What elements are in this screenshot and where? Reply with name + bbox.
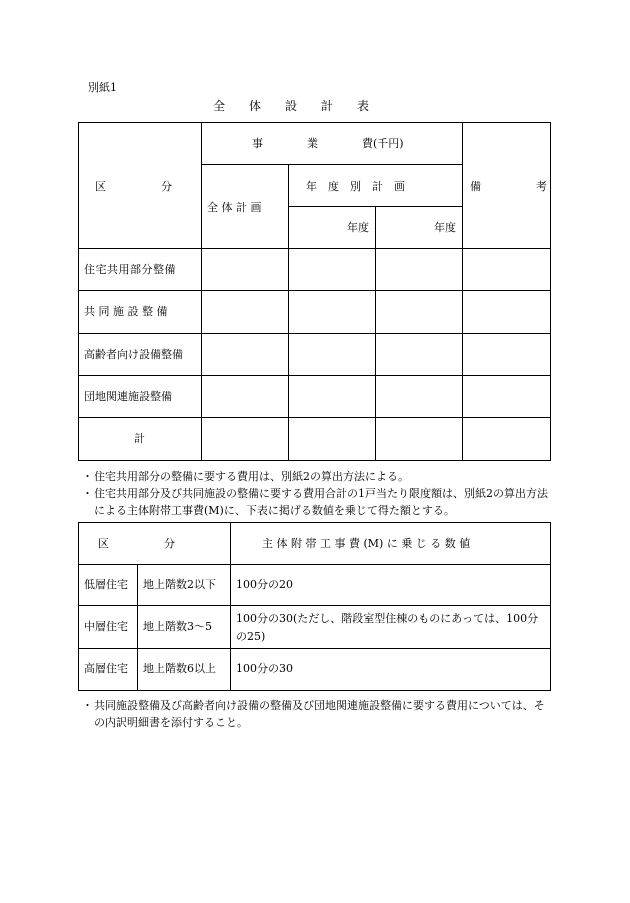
page-title: 全 体 設 計 表 [213, 99, 370, 113]
multiplier-value: 100分の30(ただし、階段室型住棟のものにあっては、100分の25) [236, 612, 539, 643]
zentai-keikaku-header: 全 体 計 画 [207, 201, 262, 214]
nendo-betsu-header: 年 度 別 計 画 [306, 180, 405, 193]
rule [78, 564, 550, 565]
rule [78, 605, 550, 606]
multiplier-value: 100分の20 [236, 578, 293, 591]
biko-header: 備 考 [470, 180, 547, 193]
rule [78, 648, 550, 649]
row-label: 団地関連施設整備 [84, 390, 172, 403]
value-header: 主 体 附 帯 工 事 費 (M) に 乗 じ る 数 値 [262, 537, 471, 550]
rule [78, 522, 550, 523]
row-label-total: 計 [134, 432, 145, 445]
floor-count: 地上階数2以下 [143, 578, 216, 591]
rule [230, 522, 231, 691]
building-type: 低層住宅 [84, 578, 128, 591]
attachment-label: 別紙1 [88, 81, 117, 94]
row-label: 住宅共用部分整備 [84, 263, 176, 276]
nendo-label-a: 年度 [347, 221, 369, 234]
note-item [82, 697, 552, 731]
row-label: 高齢者向け設備整備 [84, 348, 183, 361]
note-text: 住宅共用部分及び共同施設の整備に要する費用合計の1戸当たり限度額は、別紙2の算出方法による主体附帯工事費(M)に、下表に掲げる数値を乗じて得た額とする。 [94, 487, 548, 517]
bullet: ・ [82, 470, 93, 483]
rule [137, 564, 138, 691]
bullet: ・ [82, 487, 93, 500]
multiplier-value: 100分の30 [236, 662, 293, 675]
kubun-header: 区 分 [98, 537, 175, 550]
note-text: 共同施設整備及び高齢者向け設備の整備及び団地関連施設整備に要する費用については、その内訳明細書を添付すること。 [94, 699, 545, 729]
rule [78, 690, 550, 691]
bullet: ・ [82, 699, 93, 712]
floor-count: 地上階数3〜5 [143, 620, 212, 633]
building-type: 中層住宅 [84, 620, 128, 633]
rule [78, 522, 79, 691]
jigyohi-header: 事 業 費(千円) [252, 137, 404, 150]
kubun-header: 区 分 [95, 180, 172, 193]
floor-count: 地上階数6以上 [143, 662, 216, 675]
building-type: 高層住宅 [84, 662, 128, 675]
rule [550, 522, 551, 691]
nendo-label-b: 年度 [434, 221, 456, 234]
row-label: 共 同 施 設 整 備 [84, 305, 168, 318]
note-text: 住宅共用部分の整備に要する費用は、別紙2の算出方法による。 [94, 470, 409, 483]
